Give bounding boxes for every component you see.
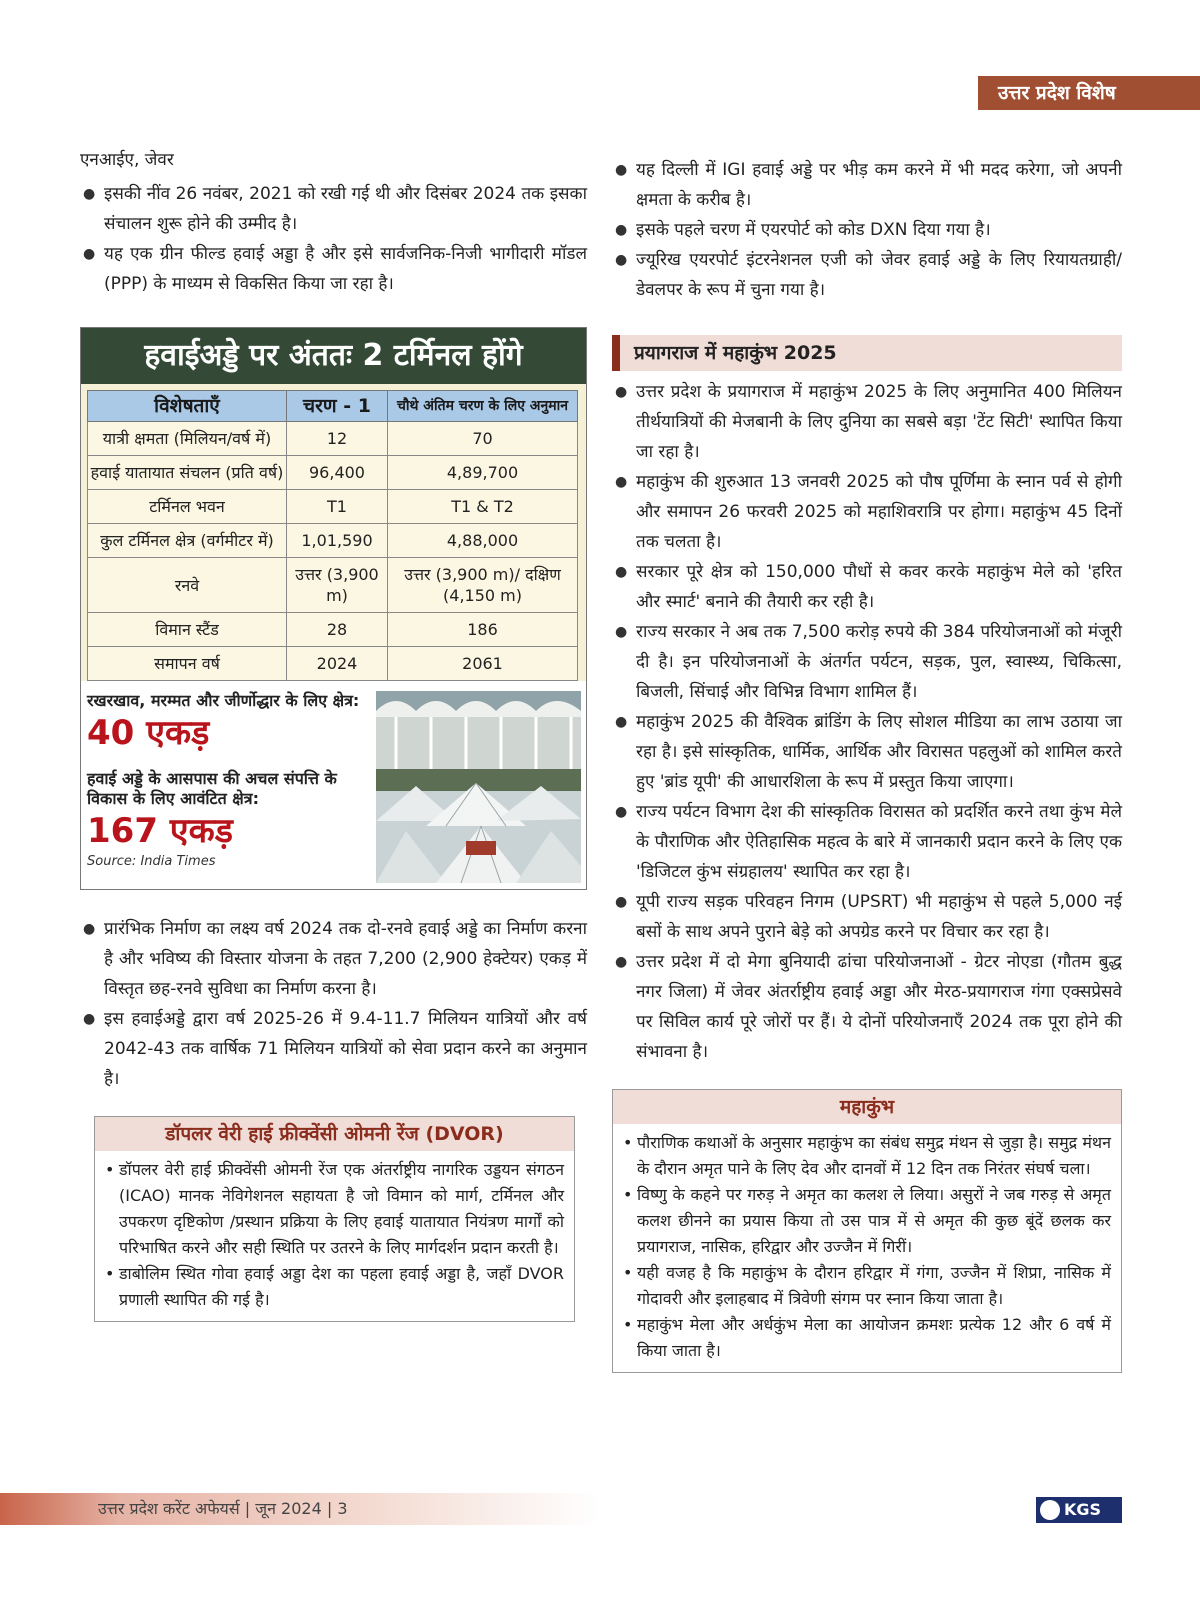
list-item: ● यह दिल्ली में IGI हवाई अड्डे पर भीड़ कम करने में भी मदद करेगा, जो अपनी क्षमता के करीब है। [612, 155, 1122, 215]
table-row [88, 490, 578, 524]
logo-text: KGS [1064, 1500, 1102, 1519]
bullet-list [80, 914, 587, 1094]
table-header: विशेषताएँ [88, 391, 287, 422]
list-item: • डॉपलर वेरी हाई फ्रीक्वेंसी ओमनी रेंज एक अंतर्राष्ट्रीय नागरिक उड्डयन संगठन (ICAO) मानक नेविगेशनल सहायता है जो विमान को मार्ग, टर्मिनल और उपकरण दृष्टिकोण /प्रस्थान प्रक्रिया के लिए हवाई यातायात नियंत्रण मार्गों को परिभाषित करने और सही स्थिति पर उतरने के लिए मार्गदर्शन प्रदान करती है। [105, 1157, 564, 1261]
table-cell: 28 [287, 613, 388, 647]
table-cell: रनवे [88, 558, 287, 613]
table-cell: समापन वर्ष [88, 647, 287, 681]
list-item: ● महाकुंभ 2025 की वैश्विक ब्रांडिंग के लिए सोशल मीडिया का लाभ उठाया जा रहा है। इसे सांस्कृतिक, धार्मिक, आर्थिक और विरासत पहलुओं को शामिल करते हुए 'ब्रांड यूपी' की आधारशिला के रूप में प्रस्तुत किया जाएगा। [612, 707, 1122, 797]
property-value: 167 एकड़ [87, 811, 233, 851]
list-item: ● इसके पहले चरण में एयरपोर्ट को कोड DXN दिया गया है। [612, 215, 1122, 245]
table-cell: 12 [287, 422, 388, 456]
table-cell: 2061 [388, 647, 578, 681]
list-item: ● प्रारंभिक निर्माण का लक्ष्य वर्ष 2024 तक दो-रनवे हवाई अड्डे का निर्माण करना है और भविष्य की विस्तार योजना के तहत 7,200 (2,900 हेक्टेयर) एकड़ में विस्तृत छह-रनवे सुविधा का निर्माण करना है। [80, 914, 587, 1004]
list-item: ● उत्तर प्रदेश के प्रयागराज में महाकुंभ 2025 के लिए अनुमानित 400 मिलियन तीर्थयात्रियों की मेजबानी के लिए दुनिया का सबसे बड़ा 'टेंट सिटी' स्थापित किया जा रहा है। [612, 377, 1122, 467]
table-header-row [88, 391, 578, 422]
list-item: • डाबोलिम स्थित गोवा हवाई अड्डा देश का पहला हवाई अड्डा है, जहाँ DVOR प्रणाली स्थापित की गई है। [105, 1261, 564, 1313]
footer-text: उत्तर प्रदेश करेंट अफेयर्स | जून 2024 | 3 [98, 1499, 348, 1518]
table-cell: 2024 [287, 647, 388, 681]
table-cell: उत्तर (3,900 m)/ दक्षिण (4,150 m) [388, 558, 578, 613]
table-header: चरण - 1 [287, 391, 388, 422]
table-cell: 96,400 [287, 456, 388, 490]
table-cell: 4,88,000 [388, 524, 578, 558]
list-item: • पौराणिक कथाओं के अनुसार महाकुंभ का संबंध समुद्र मंथन से जुड़ा है। समुद्र मंथन के दौरान अमृत पाने के लिए देव और दानवों में 12 दिन तक निरंतर संघर्ष चला। [623, 1130, 1111, 1182]
dvor-box [94, 1116, 575, 1322]
list-item: • यही वजह है कि महाकुंभ के दौरान हरिद्वार में गंगा, उज्जैन में शिप्रा, नासिक में गोदावरी और इलाहबाद में त्रिवेणी संगम पर स्नान किया जाता है। [623, 1260, 1111, 1312]
table-cell: यात्री क्षमता (मिलियन/वर्ष में) [88, 422, 287, 456]
airport-terminal-image [376, 691, 581, 883]
table-row [88, 613, 578, 647]
mahakumbh-box-title: महाकुंभ [613, 1090, 1121, 1124]
table-box-title: हवाईअड्डे पर अंततः 2 टर्मिनल होंगे [81, 328, 586, 384]
table-cell: 4,89,700 [388, 456, 578, 490]
maintenance-label: रखरखाव, मरम्मत और जीर्णोद्धार के लिए क्षेत्र: [87, 691, 360, 710]
table-cell: उत्तर (3,900 m) [287, 558, 388, 613]
list-item: ● इसकी नींव 26 नवंबर, 2021 को रखी गई थी और दिसंबर 2024 तक इसका संचालन शुरू होने की उम्मीद है। [80, 179, 587, 239]
mahakumbh-box [612, 1089, 1122, 1373]
table-cell: 186 [388, 613, 578, 647]
list-item: ● ज्यूरिख एयरपोर्ट इंटरनेशनल एजी को जेवर हवाई अड्डे के लिए रियायतग्राही/डेवलपर के रूप में चुना गया है। [612, 245, 1122, 305]
table-row [88, 524, 578, 558]
table-row [88, 647, 578, 681]
table-cell: T1 [287, 490, 388, 524]
table-cell: टर्मिनल भवन [88, 490, 287, 524]
table-cell: विमान स्टैंड [88, 613, 287, 647]
table-header: चौथे अंतिम चरण के लिए अनुमान [388, 391, 578, 422]
list-item: ● यह एक ग्रीन फील्ड हवाई अड्डा है और इसे सार्वजनिक-निजी भागीदारी मॉडल (PPP) के माध्यम से विकसित किया जा रहा है। [80, 239, 587, 299]
logo-emblem-icon [1040, 1500, 1060, 1520]
list-item: ● यूपी राज्य सड़क परिवहन निगम (UPSRT) भी महाकुंभ से पहले 5,000 नई बसों के साथ अपने पुराने बेड़े को अपग्रेड करने पर विचार कर रहा है। [612, 887, 1122, 947]
maintenance-value: 40 एकड़ [87, 713, 210, 753]
table-cell: 1,01,590 [287, 524, 388, 558]
list-item: ● उत्तर प्रदेश में दो मेगा बुनियादी ढांचा परियोजनाओं - ग्रेटर नोएडा (गौतम बुद्ध नगर जिला) में जेवर अंतर्राष्ट्रीय हवाई अड्डा और मेरठ-प्रयागराज गंगा एक्सप्रेसवे पर सिविल कार्य पूरे जोरों पर हैं। ये दोनों परियोजनाएँ 2024 तक पूरा होने की संभावना है। [612, 947, 1122, 1067]
bullet-list [612, 377, 1122, 1067]
bullet-list [612, 155, 1122, 305]
features-table [87, 390, 578, 681]
area-info [81, 681, 586, 889]
subsection-heading: एनआईए, जेवर [80, 150, 174, 170]
bullet-list [80, 179, 587, 299]
list-item: ● राज्य सरकार ने अब तक 7,500 करोड़ रुपये की 384 परियोजनाओं को मंजूरी दी है। इन परियोजनाओं के अंतर्गत पर्यटन, सड़क, पुल, स्वास्थ्य, चिकित्सा, बिजली, सिंचाई और विभिन्न विभाग शामिल हैं। [612, 617, 1122, 707]
table-cell: T1 & T2 [388, 490, 578, 524]
right-column [612, 155, 1122, 1373]
list-item: • विष्णु के कहने पर गरुड़ ने अमृत का कलश ले लिया। असुरों ने जब गरुड़ से अमृत कलश छीनने का प्रयास किया तो उस पात्र में से अमृत की कुछ बूंदें छलक कर प्रयागराज, नासिक, हरिद्वार और उज्जैन में गिरीं। [623, 1182, 1111, 1260]
property-label: हवाई अड्डे के आसपास की अचल संपत्ति के विकास के लिए आवंटित क्षेत्र: [87, 769, 337, 808]
source-note: Source: India Times [87, 854, 216, 869]
table-cell: हवाई यातायात संचलन (प्रति वर्ष) [88, 456, 287, 490]
list-item: • महाकुंभ मेला और अर्धकुंभ मेला का आयोजन क्रमशः प्रत्येक 12 और 6 वर्ष में किया जाता है। [623, 1312, 1111, 1364]
table-row [88, 422, 578, 456]
table-row [88, 456, 578, 490]
table-row [88, 558, 578, 613]
dvor-box-title: डॉपलर वेरी हाई फ्रीक्वेंसी ओमनी रेंज (DVOR) [95, 1117, 574, 1151]
list-item: ● सरकार पूरे क्षेत्र को 150,000 पौधों से कवर करके महाकुंभ मेले को 'हरित और स्मार्ट' बनाने की तैयारी कर रही है। [612, 557, 1122, 617]
publisher-logo [1036, 1497, 1122, 1523]
list-item: ● इस हवाईअड्डे द्वारा वर्ष 2025-26 में 9.4-11.7 मिलियन यात्रियों और वर्ष 2042-43 तक वार्षिक 71 मिलियन यात्रियों को सेवा प्रदान करने का अनुमान है। [80, 1004, 587, 1094]
left-column [80, 145, 587, 1322]
section-tag: उत्तर प्रदेश विशेष [978, 76, 1200, 110]
section-heading: प्रयागराज में महाकुंभ 2025 [612, 335, 1122, 371]
list-item: ● महाकुंभ की शुरुआत 13 जनवरी 2025 को पौष पूर्णिमा के स्नान पर्व से होगी और समापन 26 फरवरी 2025 को महाशिवरात्रि पर होगा। महाकुंभ 45 दिनों तक चलता है। [612, 467, 1122, 557]
list-item: ● राज्य पर्यटन विभाग देश की सांस्कृतिक विरासत को प्रदर्शित करने तथा कुंभ मेले के पौराणिक और ऐतिहासिक महत्व के बारे में जानकारी प्रदान करने के लिए एक 'डिजिटल कुंभ संग्रहालय' स्थापित कर रहा है। [612, 797, 1122, 887]
terminal-table-box [80, 327, 587, 890]
table-cell: 70 [388, 422, 578, 456]
table-cell: कुल टर्मिनल क्षेत्र (वर्गमीटर में) [88, 524, 287, 558]
